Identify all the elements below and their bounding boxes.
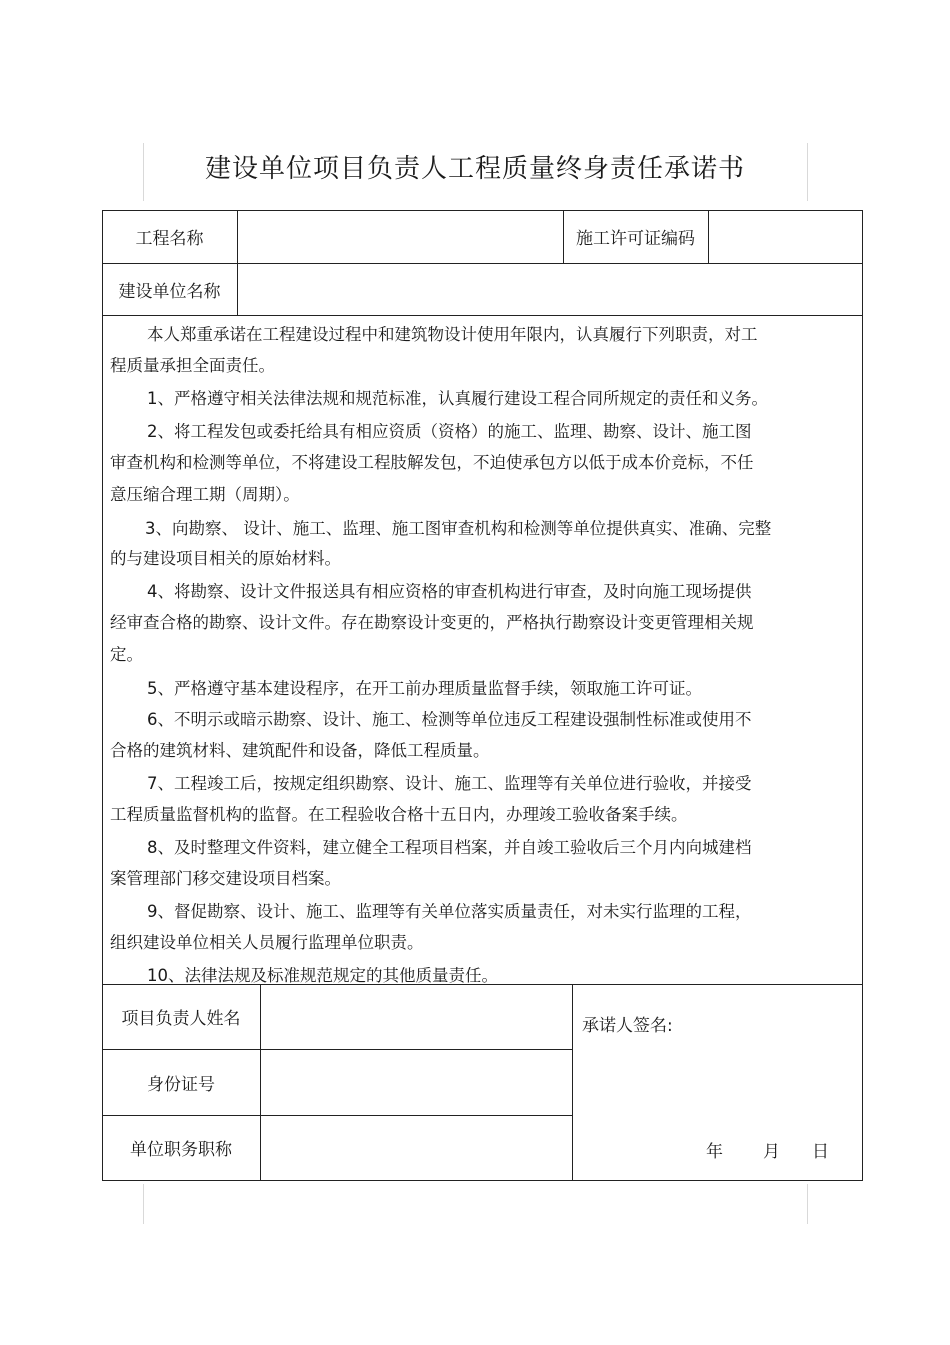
commitment-line: 8、及时整理文件资料，建立健全工程项目档案，并自竣工验收后三个月内向城建档 [147,838,752,857]
commitment-line: 5、严格遵守基本建设程序，在开工前办理质量监督手续，领取施工许可证。 [147,679,702,698]
commitment-line: 9、督促勘察、设计、施工、监理等有关单位落实质量责任，对未实行监理的工程， [147,902,752,921]
commitment-line: 的与建设项目相关的原始材料。 [110,549,341,568]
commitment-line: 意压缩合理工期（周期）。 [110,485,300,504]
project-name-field[interactable] [238,211,563,263]
permit-no-label: 施工许可证编码 [576,229,695,249]
date-year-label: 年 [706,1142,723,1162]
commitment-line: 审查机构和检测等单位，不将建设工程肢解发包，不迫使承包方以低于成本价竞标，不任 [110,453,754,472]
commitment-line: 7、工程竣工后，按规定组织勘察、设计、施工、监理等有关单位进行验收，并接受 [147,774,752,793]
form-border-right [862,210,863,1181]
commitment-line: 定。 [110,645,143,664]
date-day-label: 日 [812,1142,829,1162]
commitment-line: 案管理部门移交建设项目档案。 [110,869,341,888]
commitment-line: 组织建设单位相关人员履行监理单位职责。 [110,933,424,952]
commitment-line: 经审查合格的勘察、设计文件。存在勘察设计变更的，严格执行勘察设计变更管理相关规 [110,613,754,632]
page-guide-left-bottom [143,1184,144,1224]
commitment-line: 本人郑重承诺在工程建设过程中和建筑物设计使用年限内，认真履行下列职责，对工 [147,325,758,344]
leader-name-label: 项目负责人姓名 [121,1009,241,1029]
form-border-bottom [102,1180,863,1181]
commitment-line: 6、不明示或暗示勘察、设计、施工、检测等单位违反工程建设强制性标准或使用不 [147,710,752,729]
commitment-line: 程质量承担全面责任。 [110,356,275,375]
project-name-label: 工程名称 [135,229,204,249]
position-title-field[interactable] [261,1116,572,1180]
permit-no-field[interactable] [709,211,862,263]
page-title: 建设单位项目负责人工程质量终身责任承诺书 [204,154,745,184]
commitment-line: 2、将工程发包或委托给具有相应资质（资格）的施工、监理、勘察、设计、施工图 [147,422,752,441]
commitment-line: 10、法律法规及标准规范规定的其他质量责任。 [147,966,498,985]
page-guide-right-bottom [807,1184,808,1224]
unit-name-label: 建设单位名称 [118,281,221,302]
date-month-label: 月 [763,1142,780,1162]
commitment-line: 4、将勘察、设计文件报送具有相应资格的审查机构进行审查，及时向施工现场提供 [147,582,752,601]
leader-name-field[interactable] [261,985,572,1049]
id-number-label: 身份证号 [147,1074,215,1095]
commitment-line: 3、向勘察、 设计、施工、监理、施工图审查机构和检测等单位提供真实、准确、完整 [145,519,772,538]
id-number-field[interactable] [261,1050,572,1115]
commitment-line: 1、严格遵守相关法律法规和规范标准，认真履行建设工程合同所规定的责任和义务。 [147,389,768,408]
position-title-label: 单位职务职称 [130,1140,232,1160]
unit-name-field[interactable] [238,264,862,315]
commitment-line: 合格的建筑材料、建筑配件和设备，降低工程质量。 [110,741,490,760]
form-line-row2 [102,315,863,316]
commitment-line: 工程质量监督机构的监督。在工程验收合格十五日内，办理竣工验收备案手续。 [110,805,688,824]
signature-label: 承诺人签名: [582,1016,673,1036]
